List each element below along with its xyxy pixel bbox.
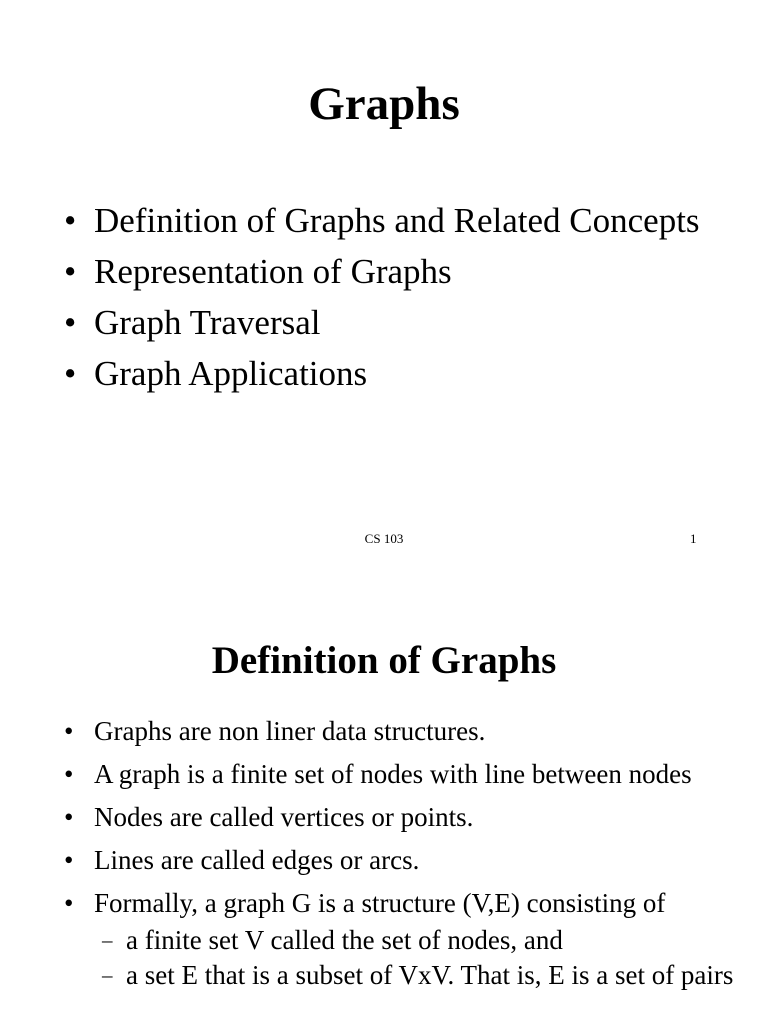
bullet-icon: • — [64, 252, 77, 291]
bullet-text: Formally, a graph G is a structure (V,E) consisting of — [94, 888, 666, 918]
list-item — [64, 714, 754, 749]
list-item — [64, 302, 744, 344]
bullet-text: Representation of Graphs — [94, 252, 452, 291]
sub-list-item — [94, 958, 754, 993]
bullet-text: Graph Applications — [94, 354, 368, 393]
bullet-icon: • — [64, 716, 74, 746]
slide-2 — [0, 576, 768, 1024]
bullet-text: A graph is a finite set of nodes with line between nodes — [94, 759, 692, 789]
list-item — [64, 757, 754, 792]
bullet-icon: • — [64, 888, 74, 918]
slide-1-bullet-list — [64, 200, 744, 404]
bullet-icon: • — [64, 201, 77, 240]
bullet-text: Lines are called edges or arcs. — [94, 845, 420, 875]
bullet-icon: • — [64, 802, 74, 832]
list-item — [64, 843, 754, 878]
slide-footer-course: CS 103 — [364, 531, 404, 546]
bullet-text: Nodes are called vertices or points. — [94, 802, 474, 832]
sub-list-item — [94, 923, 754, 958]
slide-page-number: 1 — [690, 531, 697, 546]
bullet-text: Graph Traversal — [94, 303, 321, 342]
sub-bullet-text: a finite set V called the set of nodes, and — [126, 925, 563, 955]
slide-2-bullet-list — [64, 714, 754, 1001]
list-item — [64, 251, 744, 293]
bullet-icon: • — [64, 759, 74, 789]
bullet-icon: • — [64, 303, 77, 342]
list-item — [64, 353, 744, 395]
slide-2-title: Definition of Graphs — [211, 639, 557, 682]
dash-icon: – — [102, 928, 113, 952]
bullet-icon: • — [64, 845, 74, 875]
bullet-text: Graphs are non liner data structures. — [94, 716, 486, 746]
bullet-text: Definition of Graphs and Related Concepts — [94, 201, 700, 240]
list-item — [64, 886, 754, 993]
list-item — [64, 200, 744, 242]
bullet-icon: • — [64, 354, 77, 393]
sub-bullet-list — [94, 923, 754, 993]
sub-bullet-text: a set E that is a subset of VxV. That is, E is a set of pairs — [126, 960, 734, 990]
dash-icon: – — [102, 963, 113, 987]
list-item — [64, 800, 754, 835]
slide-1-title: Graphs — [308, 78, 460, 130]
